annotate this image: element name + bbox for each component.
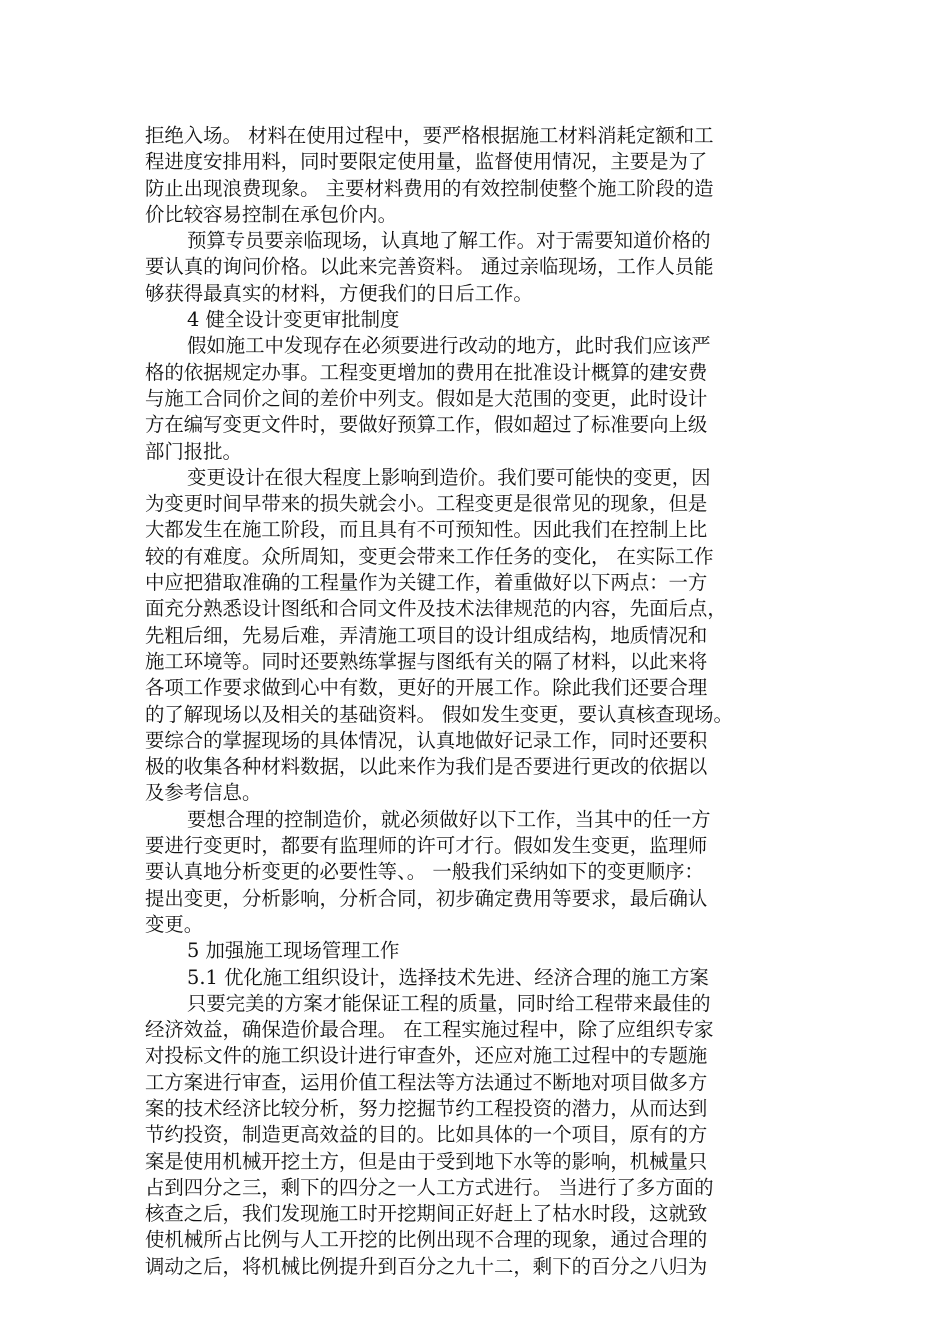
text-line: 变更设计在很大程度上影响到造价。我们要可能快的变更，因 (187, 465, 711, 489)
text-line: 要进行变更时，都要有监理师的许可才行。假如发生变更，监理师 (145, 834, 708, 858)
text-line: 提出变更，分析影响，分析合同，初步确定费用等要求，最后确认 (145, 886, 708, 910)
text-line: 程进度安排用料，同时要限定使用量，监督使用情况，主要是为了 (145, 150, 708, 174)
text-line: 对投标文件的施工织设计进行审查外，还应对施工过程中的专题施 (145, 1044, 708, 1068)
text-line: 变更。 (145, 912, 204, 936)
text-line: 只要完美的方案才能保证工程的质量，同时给工程带来最佳的 (187, 991, 711, 1015)
text-line: 先粗后细，先易后难，弄清施工项目的设计组成结构，地质情况和 (145, 623, 708, 647)
text-line: 5.1 优化施工组织设计，选择技术先进、经济合理的施工方案 (187, 965, 709, 989)
text-line: 极的收集各种材料数据，以此来作为我们是否要进行更改的依据以 (145, 755, 708, 779)
text-line: 及参考信息。 (145, 781, 262, 805)
text-line: 的了解现场以及相关的基础资料。 假如发生变更，要认真核查现场。 (145, 702, 733, 726)
text-line: 方在编写变更文件时，要做好预算工作，假如超过了标准要向上级 (145, 413, 708, 437)
text-line: 案是使用机械开挖土方，但是由于受到地下水等的影响，机械量只 (145, 1149, 708, 1173)
text-line: 5 加强施工现场管理工作 (187, 939, 400, 963)
text-line: 大都发生在施工阶段，而且具有不可预知性。因此我们在控制上比 (145, 518, 708, 542)
text-line: 调动之后，将机械比例提升到百分之九十二，剩下的百分之八归为 (145, 1254, 708, 1278)
text-line: 中应把猎取准确的工程量作为关键工作，着重做好以下两点：一方 (145, 571, 708, 595)
text-line: 要认真的询问价格。以此来完善资料。 通过亲临现场，工作人员能 (145, 255, 714, 279)
text-line: 面充分熟悉设计图纸和合同文件及技术法律规范的内容，先面后点， (145, 597, 727, 621)
text-line: 要想合理的控制造价，就必须做好以下工作，当其中的任一方 (187, 807, 711, 831)
text-line: 要认真地分析变更的必要性等、。 一般我们采纳如下的变更顺序： (145, 860, 704, 884)
text-line: 经济效益，确保造价最合理。 在工程实施过程中，除了应组织专家 (145, 1018, 714, 1042)
text-line: 4 健全设计变更审批制度 (187, 308, 400, 332)
text-line: 较的有难度。众所周知，变更会带来工作任务的变化， 在实际工作 (145, 544, 714, 568)
text-line: 核查之后，我们发现施工时开挖期间正好赶上了枯水时段，这就致 (145, 1202, 708, 1226)
document-body (145, 123, 825, 1280)
text-line: 工方案进行审查，运用价值工程法等方法通过不断地对项目做多方 (145, 1070, 708, 1094)
text-line: 与施工合同价之间的差价中列支。假如是大范围的变更，此时设计 (145, 386, 708, 410)
text-line: 占到四分之三，剩下的四分之一人工方式进行。 当进行了多方面的 (145, 1175, 714, 1199)
text-line: 价比较容易控制在承包价内。 (145, 202, 398, 226)
text-line: 够获得最真实的材料，方便我们的日后工作。 (145, 281, 533, 305)
text-line: 施工环境等。同时还要熟练掌握与图纸有关的隔了材料，以此来将 (145, 649, 708, 673)
text-line: 节约投资，制造更高效益的目的。比如具体的一个项目，原有的方 (145, 1123, 708, 1147)
text-line: 各项工作要求做到心中有数，更好的开展工作。除此我们还要合理 (145, 676, 708, 700)
text-line: 为变更时间早带来的损失就会小。工程变更是很常见的现象，但是 (145, 492, 708, 516)
text-line: 拒绝入场。 材料在使用过程中，要严格根据施工材料消耗定额和工 (145, 124, 714, 147)
text-line: 格的依据规定办事。工程变更增加的费用在批准设计概算的建安费 (145, 360, 708, 384)
text-line: 假如施工中发现存在必须要进行改动的地方，此时我们应该严 (187, 334, 711, 358)
text-line: 预算专员要亲临现场，认真地了解工作。对于需要知道价格的 (187, 229, 711, 253)
text-line: 要综合的掌握现场的具体情况，认真地做好记录工作，同时还要积 (145, 728, 708, 752)
text-line: 防止出现浪费现象。 主要材料费用的有效控制使整个施工阶段的造 (145, 176, 714, 200)
text-line: 部门报批。 (145, 439, 242, 463)
text-line: 案的技术经济比较分析，努力挖掘节约工程投资的潜力，从而达到 (145, 1096, 708, 1120)
text-line: 使机械所占比例与人工开挖的比例出现不合理的现象，通过合理的 (145, 1228, 708, 1252)
